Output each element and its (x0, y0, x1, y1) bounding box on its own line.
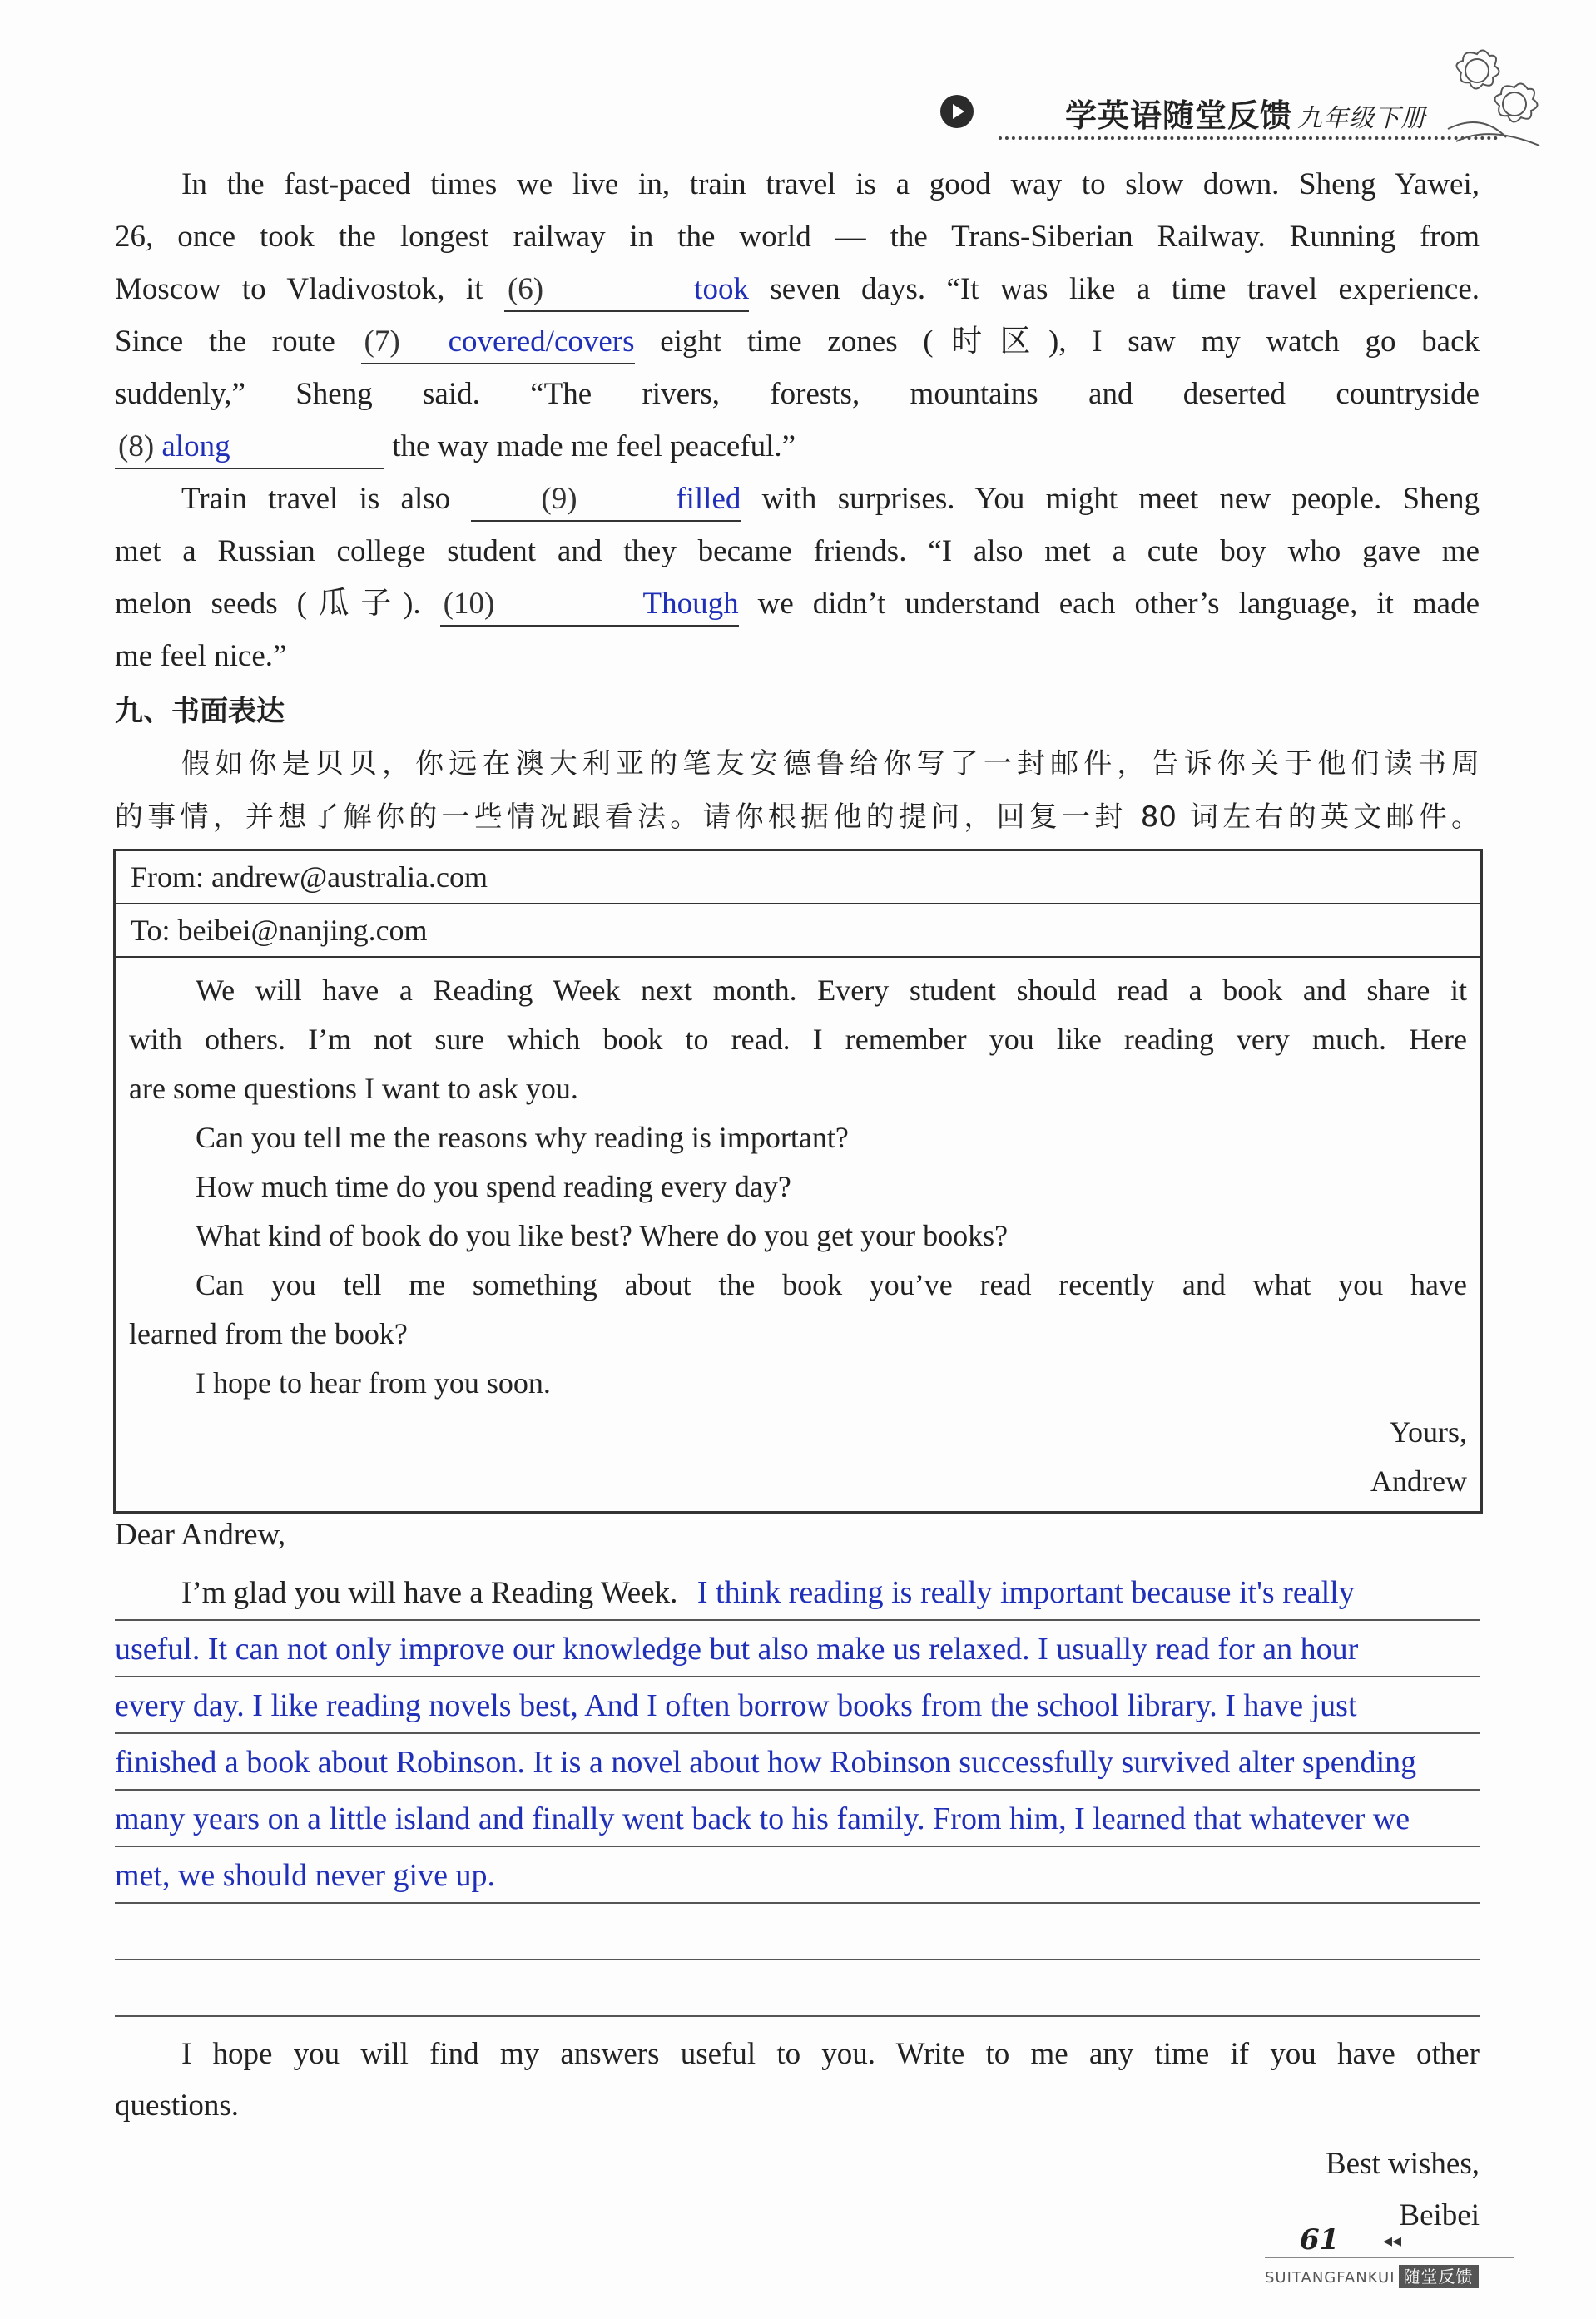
email-line: with others. I’m not sure which book to read. I remember you like reading very much. Here (129, 1023, 1467, 1056)
footer-divider (1265, 2257, 1514, 2258)
footer-brand: SUITANGFANKUI 随堂反馈 (1265, 2263, 1479, 2287)
passage-line: met a Russian college student and they became friends. “I also met a cute boy who gave me (115, 534, 1480, 568)
reply-letter (115, 1506, 1480, 2242)
answer-blank-8[interactable]: (8) along (115, 426, 384, 469)
passage-line: (8) along the way made me feel peaceful.” (115, 420, 1480, 473)
email-body (116, 958, 1480, 1511)
answer-line-empty[interactable] (115, 1960, 1480, 2017)
passage-line: melon seeds (瓜子). (10) Though we didn’t understand each other’s language, it made (115, 577, 1480, 630)
reading-passage (115, 158, 1480, 844)
reply-signature: Beibei (1399, 2198, 1480, 2232)
passage-line: Since the route (7) covered/covers eight time zones (时区), I saw my watch go back (115, 315, 1480, 368)
email-line: We will have a Reading Week next month. Every student should read a book and share it (196, 974, 1467, 1007)
email-question: How much time do you spend reading every day? (196, 1170, 791, 1203)
closing-line: I hope you will find my answers useful to you. Write to me any time if you have other (181, 2037, 1480, 2071)
reply-lead: I’m glad you will have a Reading Week. (181, 1576, 678, 1610)
passage-line: suddenly,” Sheng said. “The rivers, forests, mountains and deserted countryside (115, 377, 1480, 411)
reply-wishes: Best wishes, (1326, 2147, 1480, 2181)
answer-line[interactable] (115, 1564, 1480, 1621)
footer-tag: 随堂反馈 (1399, 2265, 1479, 2288)
answer-line[interactable]: many years on a little island and finally went back to his family. From him, I learned that whatever we (115, 1791, 1480, 1847)
instruction-line: 假如你是贝贝，你远在澳大利亚的笔友安德鲁给你写了一封邮件，告诉你关于他们读书周 (181, 747, 1480, 780)
book-title (1065, 90, 1426, 136)
answer-line[interactable]: finished a book about Robinson. It is a novel about how Robinson successfully survived alter spending (115, 1734, 1480, 1791)
play-icon (940, 95, 974, 128)
double-arrow-icon: ◂◂ (1383, 2230, 1402, 2251)
passage-line: In the fast-paced times we live in, train travel is a good way to slow down. Sheng Yawei, (181, 167, 1480, 201)
email-box (113, 849, 1483, 1514)
header-divider (999, 136, 1498, 140)
answer-blank-7[interactable]: (7) covered/covers (361, 321, 635, 364)
passage-line: Moscow to Vladivostok, it (6) took seven days. “It was like a time travel experience. (115, 263, 1480, 315)
email-line: I hope to hear from you soon. (196, 1366, 551, 1400)
reply-closing (115, 2029, 1480, 2132)
instruction-line: 的事情，并想了解你的一些情况跟看法。请你根据他的提问，回复一封 80 词左右的英文邮件。 (115, 800, 1480, 834)
answer-text: I think reading is really important because it's really (696, 1575, 1355, 1610)
email-question: learned from the book? (129, 1317, 408, 1350)
email-to: To: beibei@nanjing.com (116, 904, 1480, 958)
email-closing: Yours, (1389, 1415, 1467, 1449)
answer-blank-6[interactable]: (6) took (504, 269, 749, 312)
answer-blank-9[interactable]: (9) filled (471, 478, 741, 522)
email-line: are some questions I want to ask you. (129, 1072, 578, 1105)
passage-line: me feel nice.” (115, 639, 287, 673)
passage-line: 26, once took the longest railway in the world — the Trans-Siberian Railway. Running from (115, 220, 1480, 254)
answer-line-empty[interactable] (115, 1904, 1480, 1960)
email-question: Can you tell me something about the book you’ve read recently and what you have (196, 1268, 1467, 1301)
book-title-sub: 九年级下册 (1297, 104, 1427, 133)
answer-line[interactable]: useful. It can not only improve our knowledge but also make us relaxed. I usually read for an hour (115, 1621, 1480, 1677)
answer-line[interactable]: met, we should never give up. (115, 1847, 1480, 1904)
section-title: 九、书面表达 (115, 695, 285, 728)
flower-icon (1431, 29, 1556, 154)
answer-line[interactable]: every day. I like reading novels best, And I often borrow books from the school library. I have just (115, 1677, 1480, 1734)
email-question: What kind of book do you like best? Where do you get your books? (196, 1219, 1009, 1252)
closing-line: questions. (115, 2089, 240, 2123)
email-signature: Andrew (1370, 1464, 1467, 1498)
book-title-main: 学英语随堂反馈 (1065, 97, 1293, 134)
answer-blank-10[interactable]: (10) Though (440, 583, 739, 627)
reply-greeting: Dear Andrew, (115, 1518, 286, 1552)
page-number: 61 (1300, 2223, 1340, 2257)
email-question: Can you tell me the reasons why reading is important? (196, 1121, 849, 1154)
passage-line: Train travel is also (9) filled with surprises. You might meet new people. Sheng (115, 473, 1480, 525)
email-from: From: andrew@australia.com (116, 851, 1480, 904)
